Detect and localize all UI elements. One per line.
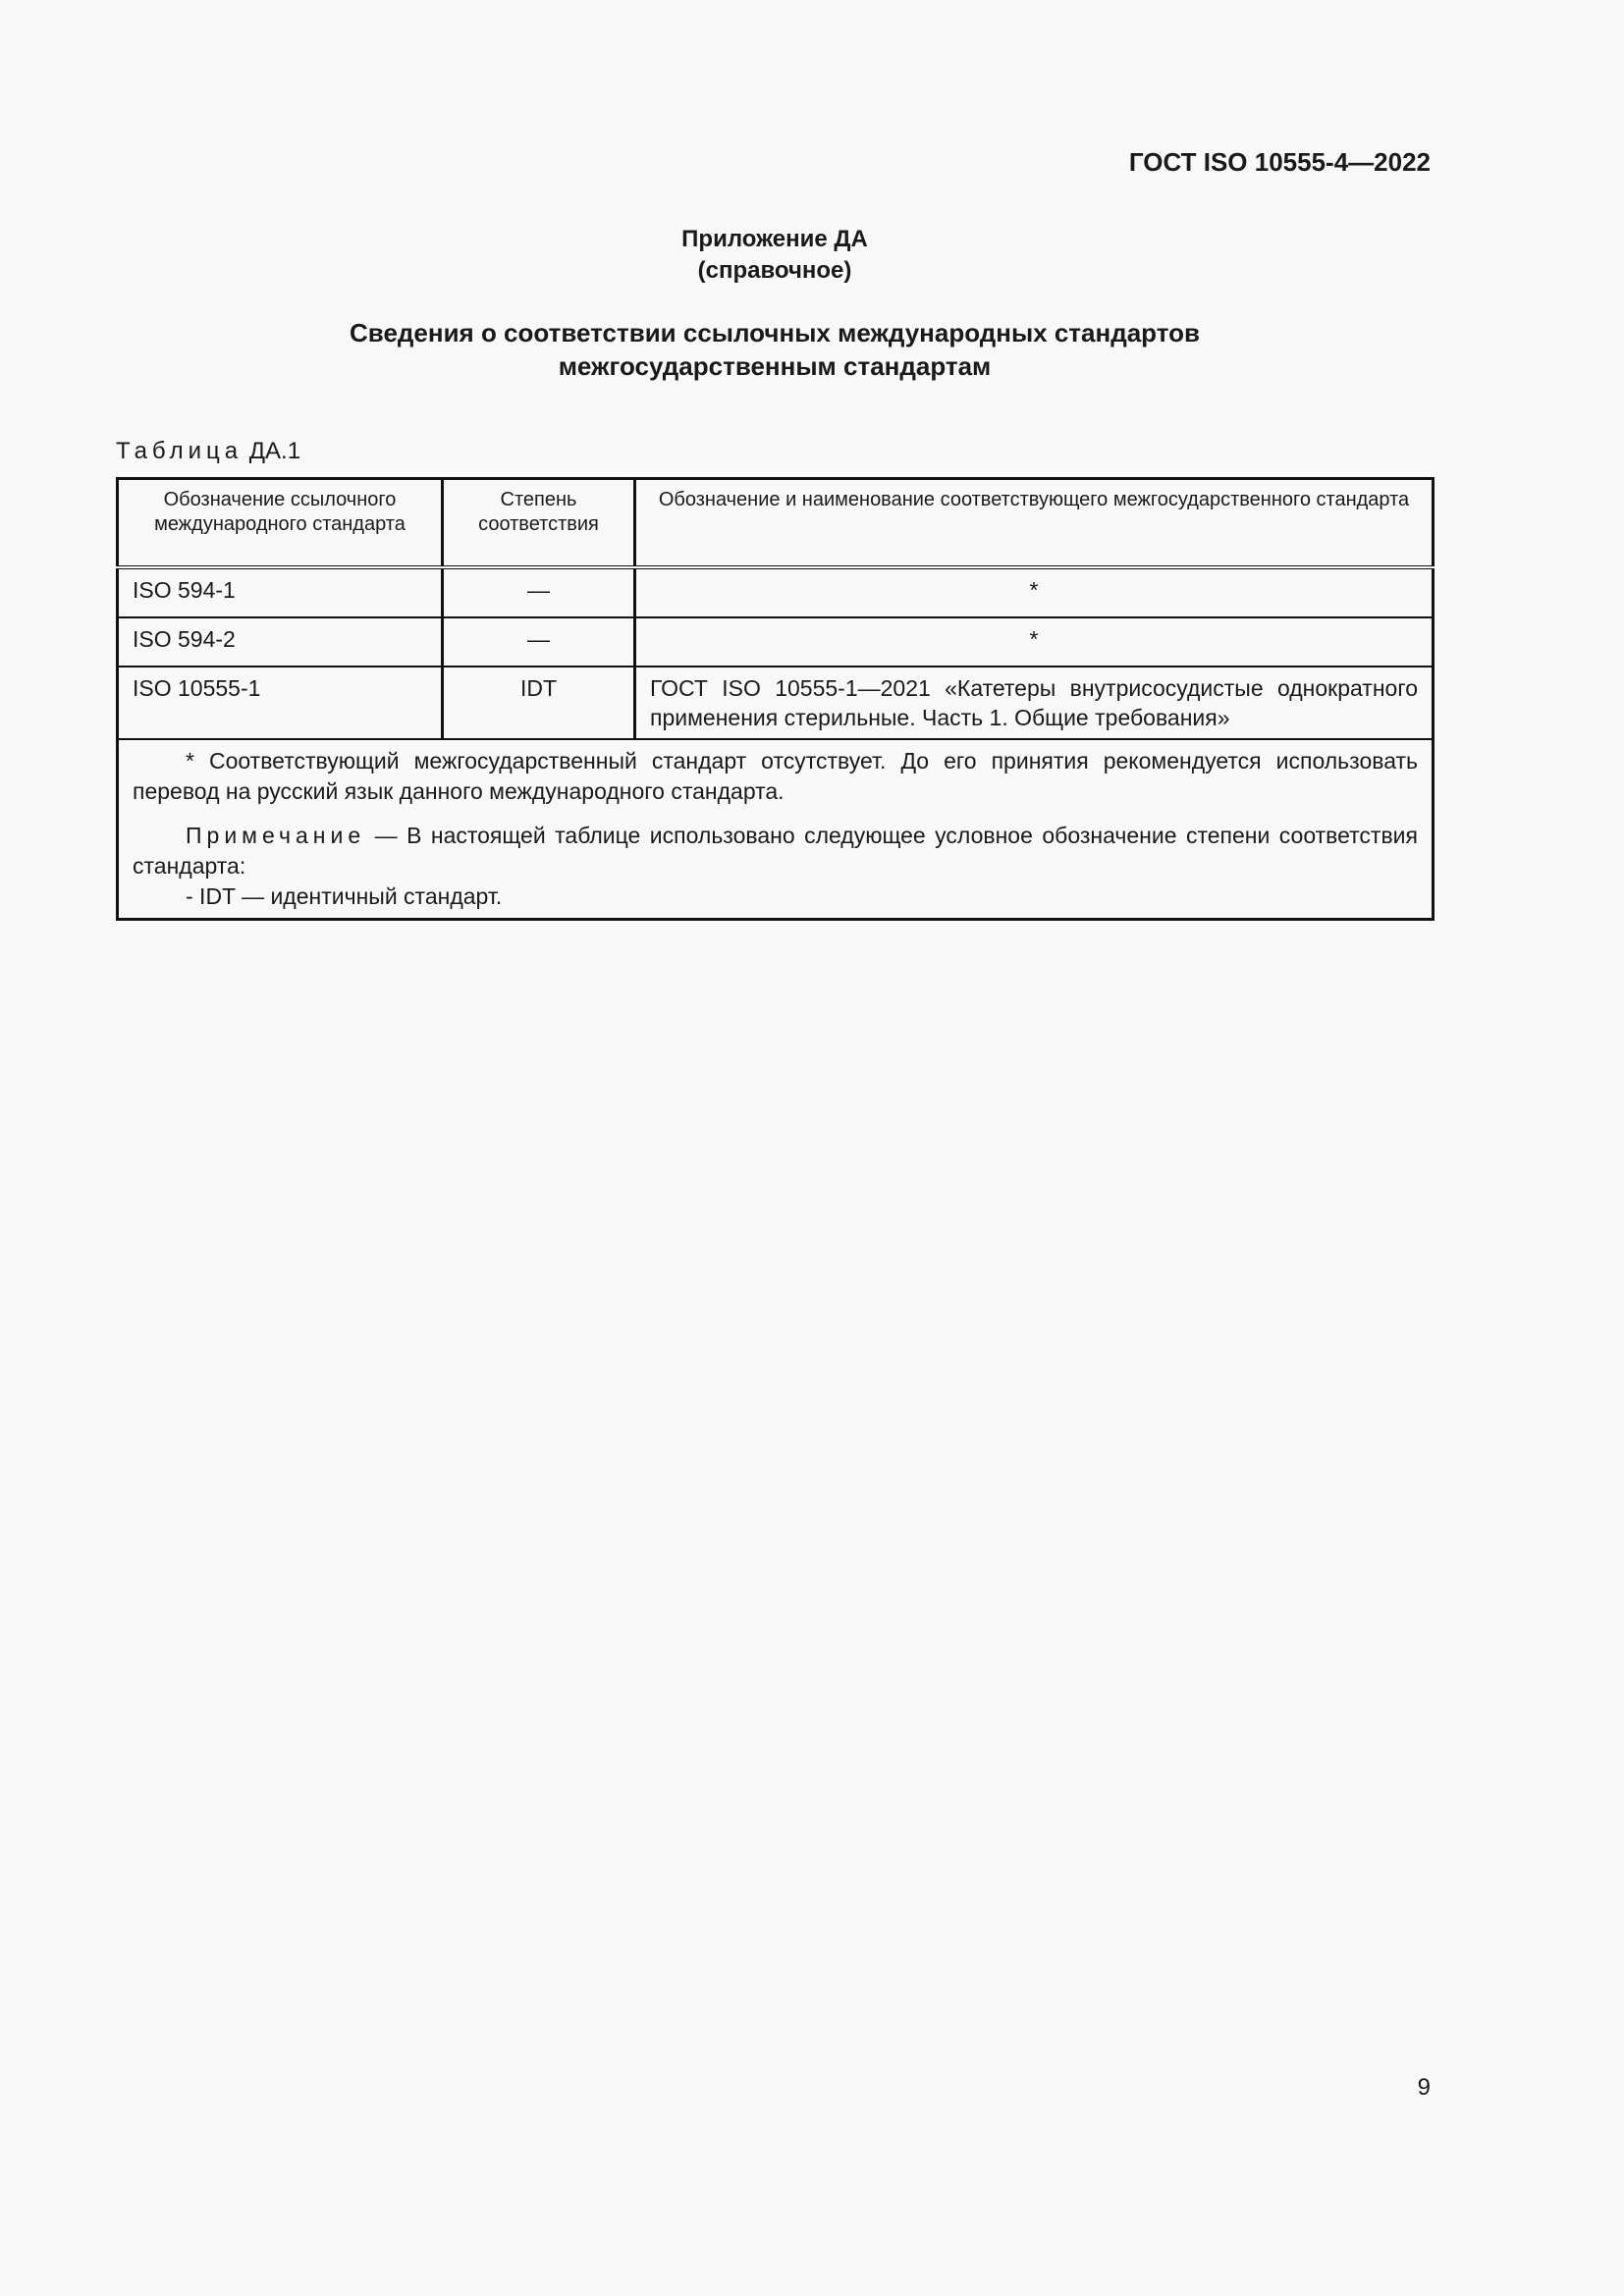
table-row (118, 667, 1434, 739)
cell-interstate: ГОСТ ISO 10555-1—2021 «Катетеры внутрисосудистые однократного применения стерильные. Часть 1. Общие требования» (635, 667, 1434, 739)
annex-section-heading (118, 316, 1432, 383)
note-list-item: - IDT — идентичный стандарт. (186, 883, 503, 909)
heading-line-2: межгосударственным стандартам (558, 351, 992, 381)
cell-degree: — (443, 617, 635, 667)
cell-standard: ISO 594-1 (118, 567, 443, 617)
cell-degree: — (443, 567, 635, 617)
header-international-standard: Обозначение ссылочного международного стандарта (118, 479, 443, 568)
annex-subtitle: (справочное) (697, 257, 852, 284)
document-code: ГОСТ ISO 10555-4—2022 (1128, 147, 1431, 177)
note-label: Примечание (186, 823, 366, 848)
cell-interstate: * (635, 567, 1434, 617)
table-footnote: * Соответствующий межгосударственный стандарт отсутствует. До его принятия рекомендуется использовать перевод на русский язык данного международного стандарта. (133, 748, 1418, 804)
cell-standard: ISO 594-2 (118, 617, 443, 667)
table-row (118, 567, 1434, 617)
cell-interstate: * (635, 617, 1434, 667)
note-text: — В настоящей таблице использовано следующее условное обозначение степени соответствия стандарта: (133, 823, 1418, 879)
cell-standard: ISO 10555-1 (118, 667, 443, 739)
table-notes-row (118, 739, 1434, 920)
table-caption-number: ДА.1 (248, 438, 301, 464)
table-note (133, 821, 1418, 881)
table-row (118, 617, 1434, 667)
page-number: 9 (1417, 2074, 1431, 2101)
annex-heading (118, 224, 1432, 287)
header-interstate-standard: Обозначение и наименование соответствующего межгосударственного стандарта (635, 479, 1434, 568)
table-notes-cell (118, 739, 1434, 920)
correspondence-table (116, 477, 1435, 921)
header-correspondence-degree: Степень соответствия (443, 479, 635, 568)
annex-title: Приложение ДА (681, 226, 868, 252)
table-header-row (118, 479, 1434, 568)
table-caption-word: Таблица (116, 438, 244, 464)
table-caption (116, 438, 300, 465)
heading-line-1: Сведения о соответствии ссылочных международных стандартов (350, 318, 1200, 347)
cell-degree: IDT (443, 667, 635, 739)
